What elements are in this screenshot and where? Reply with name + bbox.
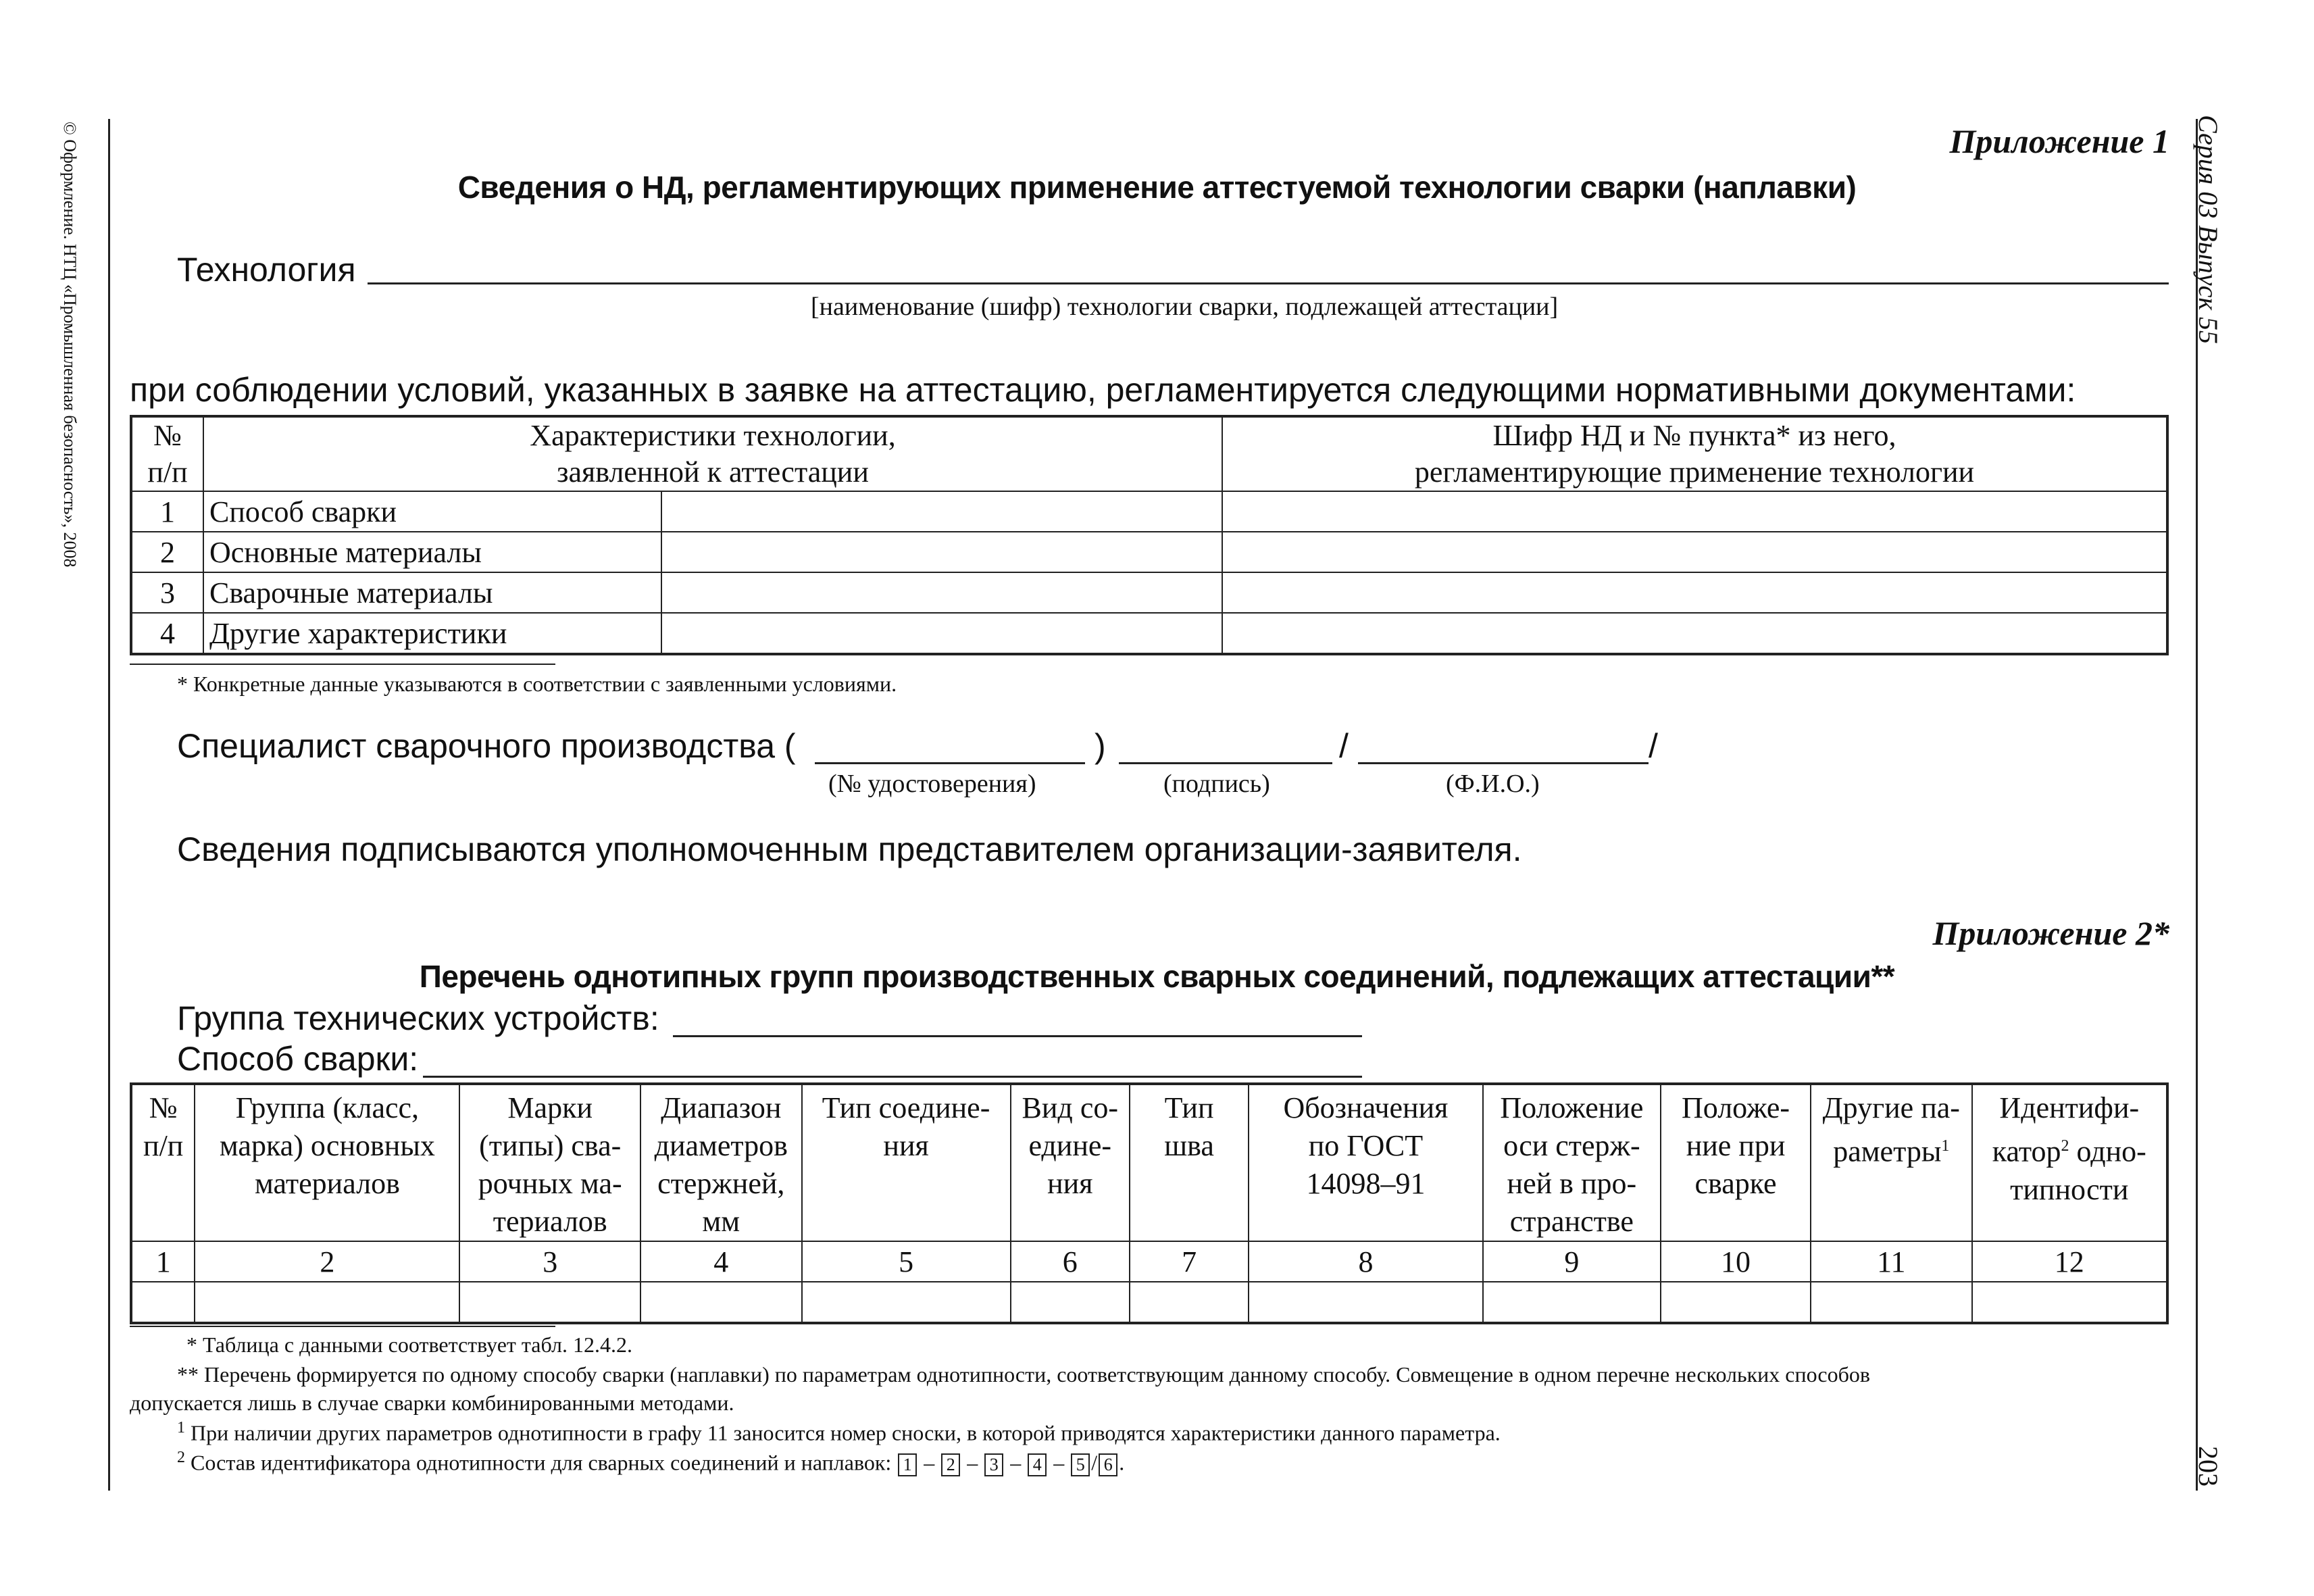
left-margin-rule (108, 119, 110, 1491)
cell-input[interactable] (1972, 1282, 2167, 1323)
h-diameter: Диапазон диаметров стержней, мм (640, 1084, 802, 1241)
id-box-5: 5 (1071, 1453, 1090, 1476)
cell-input[interactable] (195, 1282, 459, 1323)
footnote-2b: допускается лишь в случае сварки комбинированными методами. (130, 1391, 734, 1415)
cell-input[interactable] (661, 613, 1222, 654)
h-position: Положе- ние при сварке (1661, 1084, 1811, 1241)
slash-1: / (1339, 727, 1349, 765)
col-num-header: № п/п (131, 416, 203, 491)
signed-note: Сведения подписываются уполномоченным представителем организации-заявителя. (177, 830, 1522, 868)
appendix1-title: Сведения о НД, регламентирующих применение аттестуемой технологии сварки (наплавки) (457, 170, 1857, 205)
cell-input[interactable] (1249, 1282, 1482, 1323)
nd-table (130, 415, 2169, 655)
h-num: № п/п (131, 1084, 195, 1241)
id-box-4: 4 (1028, 1453, 1047, 1476)
cell-input[interactable] (1222, 491, 2167, 532)
signature-field[interactable] (1119, 728, 1332, 764)
cell-input[interactable] (131, 1282, 195, 1323)
specialist-label: Специалист сварочного производства ( (177, 727, 796, 765)
id-box-2: 2 (941, 1453, 960, 1476)
cell-input[interactable] (459, 1282, 640, 1323)
sign-caption: (подпись) (1163, 770, 1270, 798)
cell-input[interactable] (661, 572, 1222, 613)
footnote-rule-2 (130, 1326, 555, 1327)
method-label: Способ сварки: (177, 1040, 419, 1078)
group-label: Группа технических устройств: (177, 999, 659, 1037)
cell-input[interactable] (661, 532, 1222, 572)
cert-caption: (№ удостоверения) (828, 770, 1036, 798)
cell-input[interactable] (661, 491, 1222, 532)
cell-input[interactable] (1130, 1282, 1249, 1323)
page-number: 203 (2193, 1446, 2223, 1487)
fio-caption: (Ф.И.О.) (1446, 770, 1540, 798)
table-row: 1 Способ сварки (131, 491, 2167, 532)
footnote-3: $^1$ При наличии других параметров однотипности в графу 11 заносится номер сноски, в которой приводятся характеристики данного параметра. (177, 1419, 1501, 1445)
id-box-1: 1 (898, 1453, 917, 1476)
specialist-paren: ) (1095, 727, 1106, 765)
footnote-2a: ** Перечень формируется по одному способу сварки (наплавки) по параметрам однотипности, соответствующим данному способу. Совмещение в одном перечне нескольких способов (177, 1362, 1870, 1387)
h-seam: Тип шва (1130, 1084, 1249, 1241)
footnote-rule (130, 664, 555, 665)
footnote-1: * Таблица с данными соответствует табл. 12.4.2. (186, 1332, 632, 1357)
appendix1-label: Приложение 1 (1949, 122, 2169, 160)
h-axis: Положение оси стерж- ней в про- странстве (1483, 1084, 1661, 1241)
h-joint-type: Тип соедине- ния (802, 1084, 1011, 1241)
table-row (131, 1282, 2167, 1323)
h-other: Другие па- раметры$^1$ (1811, 1084, 1972, 1241)
technology-label: Технология (177, 251, 356, 289)
column-numbers-row: 1 2 3 4 5 6 7 8 9 10 11 12 (131, 1241, 2167, 1282)
series-sidebar: Серия 03 Выпуск 55 (2193, 115, 2223, 345)
fio-field[interactable] (1358, 728, 1649, 764)
h-joint-kind: Вид со- едине- ния (1011, 1084, 1130, 1241)
cell-input[interactable] (1661, 1282, 1811, 1323)
table-row: 2 Основные материалы (131, 532, 2167, 572)
groups-table (130, 1082, 2169, 1324)
h-identifier: Идентифи- катор$^2$ одно- типности (1972, 1084, 2167, 1241)
h-marks: Марки (типы) сва- рочных ма- териалов (459, 1084, 640, 1241)
technology-caption: [наименование (шифр) технологии сварки, подлежащей аттестации] (811, 293, 1559, 321)
cell-input[interactable] (1483, 1282, 1661, 1323)
cell-input[interactable] (1811, 1282, 1972, 1323)
cert-number-field[interactable] (815, 728, 1085, 764)
cell-input[interactable] (1222, 532, 2167, 572)
cell-input[interactable] (1222, 613, 2167, 654)
footnote-4: $^2$ Состав идентификатора однотипности для сварных соединений и наплавок: 1 – 2 – 3 – 4 – 5 / 6 . (177, 1449, 1124, 1476)
method-field[interactable] (423, 1038, 1362, 1078)
table-row: 4 Другие характеристики (131, 613, 2167, 654)
id-box-3: 3 (984, 1453, 1003, 1476)
appendix1-intro: при соблюдении условий, указанных в заявке на аттестацию, регламентируется следующими нормативными документами: (130, 371, 2076, 409)
cell-input[interactable] (1222, 572, 2167, 613)
technology-field[interactable] (368, 249, 2169, 284)
h-group: Группа (класс, марка) основных материалов (195, 1084, 459, 1241)
table-row: 3 Сварочные материалы (131, 572, 2167, 613)
col-nd-header: Шифр НД и № пункта* из него, регламентирующие применение технологии (1222, 416, 2167, 491)
group-field[interactable] (673, 997, 1362, 1037)
appendix1-footnote: * Конкретные данные указываются в соответствии с заявленными условиями. (177, 672, 897, 696)
cell-input[interactable] (640, 1282, 802, 1323)
id-box-6: 6 (1099, 1453, 1117, 1476)
copyright-sidebar: © Оформление. НТЦ «Промышленная безопасность», 2008 (60, 122, 80, 568)
h-gost: Обозначения по ГОСТ 14098–91 (1249, 1084, 1482, 1241)
col-char-header: Характеристики технологии, заявленной к аттестации (203, 416, 1222, 491)
slash-2: / (1649, 727, 1658, 765)
appendix2-label: Приложение 2* (1932, 914, 2169, 952)
cell-input[interactable] (1011, 1282, 1130, 1323)
appendix2-title: Перечень однотипных групп производственных сварных соединений, подлежащих аттестации** (419, 959, 1895, 994)
cell-input[interactable] (802, 1282, 1011, 1323)
